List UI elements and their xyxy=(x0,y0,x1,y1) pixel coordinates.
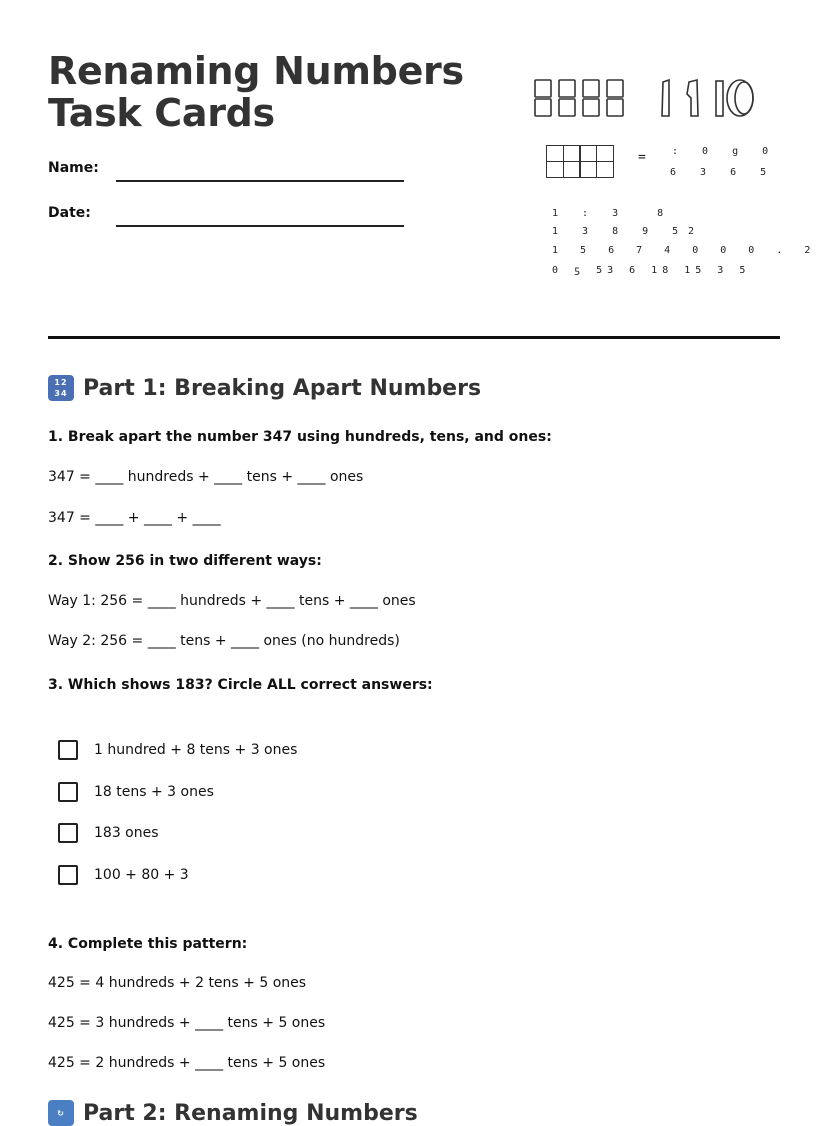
q1-answer-line-1: 347 = ____ hundreds + ____ tens + ____ ones xyxy=(48,469,364,485)
q3-option-1[interactable] xyxy=(58,740,297,760)
equals-sign: = xyxy=(638,150,646,165)
q3-option-2[interactable] xyxy=(58,782,214,802)
question-1: 1. Break apart the number 347 using hundreds, tens, and ones: xyxy=(48,429,552,445)
part1-heading-text: Part 1: Breaking Apart Numbers xyxy=(83,375,482,401)
place-value-boxes xyxy=(546,145,612,176)
checkbox[interactable] xyxy=(58,782,78,802)
checkbox[interactable] xyxy=(58,740,78,760)
option-label: 100 + 80 + 3 xyxy=(94,867,189,883)
q4-line-1: 425 = 4 hundreds + 2 tens + 5 ones xyxy=(48,975,307,991)
decor-top-right-1: : 0 g 0 xyxy=(672,146,778,157)
q4-line-2: 425 = 3 hundreds + ____ tens + 5 ones xyxy=(48,1015,326,1031)
question-4: 4. Complete this pattern: xyxy=(48,936,248,952)
option-label: 18 tens + 3 ones xyxy=(94,784,214,800)
part1-heading xyxy=(48,375,481,401)
name-label: Name: xyxy=(48,160,99,176)
question-3: 3. Which shows 183? Circle ALL correct answers: xyxy=(48,677,433,693)
decor-grid-line-2: 1 3 8 9 5 xyxy=(552,226,688,237)
date-line[interactable] xyxy=(116,225,404,227)
decor-grid-line-3: 1 5 6 7 4 0 0 0 . 2 xyxy=(552,245,819,256)
decor-top-right-2: 6 3 6 5 xyxy=(670,167,776,178)
option-label: 1 hundred + 8 tens + 3 ones xyxy=(94,742,298,758)
section-divider xyxy=(48,336,780,339)
part2-heading-text: Part 2: Renaming Numbers xyxy=(83,1100,418,1126)
name-line[interactable] xyxy=(116,180,404,182)
counterclockwise-arrows-icon: ↻ xyxy=(48,1100,74,1126)
page-title xyxy=(48,50,464,134)
checkbox[interactable] xyxy=(58,865,78,885)
q3-option-4[interactable] xyxy=(58,865,189,885)
numbers-keycap-icon: 12 34 xyxy=(48,375,74,401)
q3-option-3[interactable] xyxy=(58,823,159,843)
q4-line-3: 425 = 2 hundreds + ____ tens + 5 ones xyxy=(48,1055,326,1071)
title-line-1: Renaming Numbers xyxy=(48,49,464,93)
question-2: 2. Show 256 in two different ways: xyxy=(48,553,322,569)
q1-answer-line-2: 347 = ____ + ____ + ____ xyxy=(48,510,221,526)
q2-way-1: Way 1: 256 = ____ hundreds + ____ tens + ____ ones xyxy=(48,593,416,609)
date-label: Date: xyxy=(48,205,91,221)
title-line-2: Task Cards xyxy=(48,91,275,135)
checkbox[interactable] xyxy=(58,823,78,843)
decorative-digits-graphic xyxy=(532,72,762,124)
decor-grid-line-1: 1 : 3 8 xyxy=(552,208,673,219)
decor-superscript: 2 xyxy=(688,226,704,237)
q2-way-2: Way 2: 256 = ____ tens + ____ ones (no hundreds) xyxy=(48,633,400,649)
option-label: 183 ones xyxy=(94,825,159,841)
decor-grid-line-4: 0 ƽ 53 6 18 15 3 5 xyxy=(552,265,751,276)
part2-heading xyxy=(48,1100,418,1126)
